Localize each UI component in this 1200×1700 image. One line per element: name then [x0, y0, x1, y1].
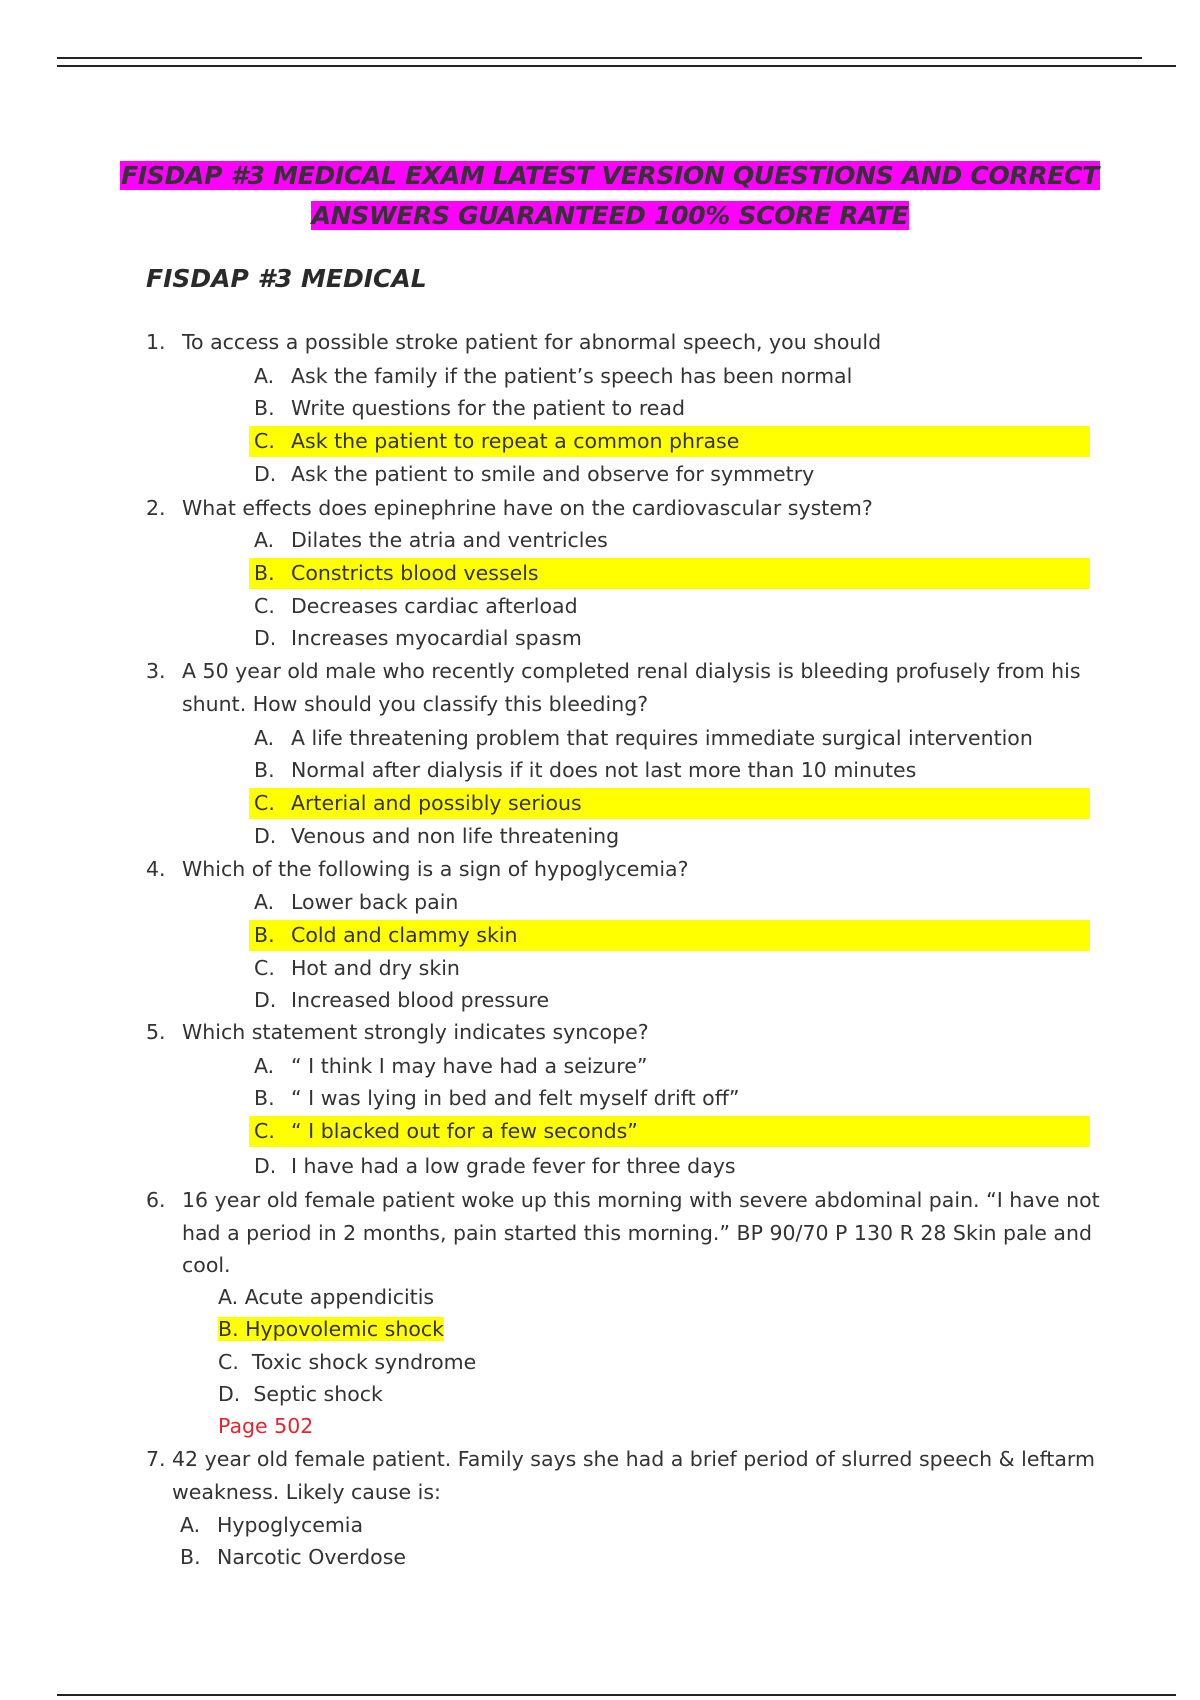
question-text: What effects does epinephrine have on the cardiovascular system?	[182, 496, 873, 520]
question-number: 4.	[146, 857, 166, 881]
option-6a: A. Acute appendicitis	[218, 1285, 435, 1309]
question-3	[146, 655, 1081, 720]
question-number: 7.	[146, 1447, 166, 1471]
document-title	[120, 156, 1100, 236]
option-1c-correct: C. Ask the patient to repeat a common phrase	[249, 426, 1090, 457]
header-rule-1	[57, 57, 1142, 59]
title-line-2: ANSWERS GUARANTEED 100% SCORE RATE	[311, 201, 909, 230]
question-text-line-1: A 50 year old male who recently completed renal dialysis is bleeding profusely from his	[182, 659, 1081, 683]
question-number: 6.	[146, 1188, 166, 1212]
option-5c-correct: C. “ I blacked out for a few seconds”	[249, 1116, 1090, 1147]
question-text-line-2: shunt. How should you classify this bleeding?	[182, 691, 649, 716]
question-number: 5.	[146, 1020, 166, 1044]
question-text: To access a possible stroke patient for abnormal speech, you should	[182, 330, 882, 354]
option-6b-correct: B. Hypovolemic shock	[218, 1317, 445, 1341]
question-number: 1.	[146, 330, 166, 354]
question-text: Which of the following is a sign of hypoglycemia?	[182, 857, 689, 881]
section-heading: FISDAP #3 MEDICAL	[146, 264, 427, 293]
question-text: Which statement strongly indicates syncope?	[182, 1020, 649, 1044]
option-3c-correct: C. Arterial and possibly serious	[249, 788, 1090, 819]
question-text-line-1: 16 year old female patient woke up this morning with severe abdominal pain. “I have not	[182, 1188, 1100, 1212]
question-7	[146, 1443, 1095, 1508]
question-number: 2.	[146, 496, 166, 520]
option-4b-correct: B. Cold and clammy skin	[249, 920, 1090, 951]
question-text-line-2: had a period in 2 months, pain started this morning.” BP 90/70 P 130 R 28 Skin pale and	[182, 1220, 1092, 1245]
question-text-line-1: 42 year old female patient. Family says she had a brief period of slurred speech & leftarm	[172, 1447, 1095, 1471]
title-line-1: FISDAP #3 MEDICAL EXAM LATEST VERSION QUESTIONS AND CORRECT	[121, 161, 1099, 190]
option-6c: C. Toxic shock syndrome	[218, 1350, 477, 1374]
header-rule-2	[57, 65, 1176, 67]
option-2b-correct: B. Constricts blood vessels	[249, 558, 1090, 589]
question-number: 3.	[146, 659, 166, 683]
footer-rule	[57, 1694, 1176, 1696]
question-6	[146, 1184, 1100, 1282]
question-text-line-2: weakness. Likely cause is:	[172, 1479, 441, 1504]
option-6d: D. Septic shock	[218, 1382, 383, 1406]
question-text-line-3: cool.	[182, 1253, 231, 1277]
page-reference: Page 502	[218, 1414, 314, 1438]
